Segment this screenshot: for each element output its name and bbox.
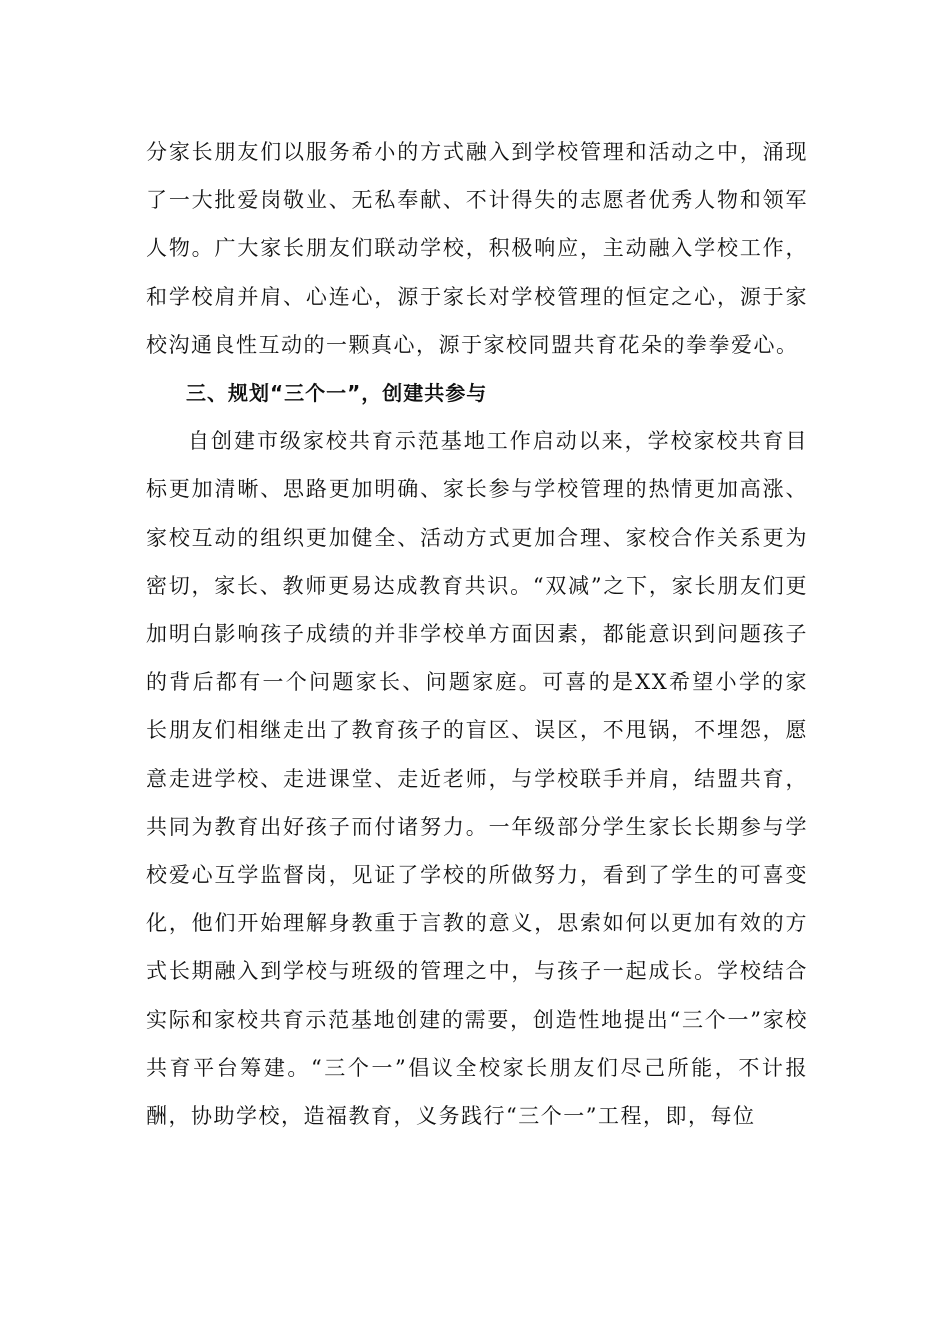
paragraph-section-three: 自创建市级家校共育示范基地工作启动以来，学校家校共育目标更加清晰、思路更加明确、家长参与学校管理的热情更加高涨、家校互动的组织更加健全、活动方式更加合理、家校合作关系更为密切，家长、教师更易达成教育共识。“双减”之下，家长朋友们更加明白影响孩子成绩的并非学校单方面因素，都能意识到问题孩子的背后都有一个问题家长、问题家庭。可喜的是XX希望小学的家长朋友们相继走出了教育孩子的盲区、误区，不甩锅，不埋怨，愿意走进学校、走进课堂、走近老师，与学校联手并肩，结盟共育，共同为教育出好孩子而付诸努力。一年级部分学生家长长期参与学校爱心互学监督岗，见证了学校的所做努力，看到了学生的可喜变化，他们开始理解身教重于言教的意义，思索如何以更加有效的方式长期融入到学校与班级的管理之中，与孩子一起成长。学校结合实际和家校共育示范基地创建的需要，创造性地提出“三个一”家校共育平台筹建。“三个一”倡议全校家长朋友们尽己所能，不计报酬，协助学校，造福教育，义务践行“三个一”工程，即，每位 [146,429,808,1129]
paragraph-intro: 分家长朋友们以服务希小的方式融入到学校管理和活动之中，涌现了一大批爱岗敬业、无私奉献、不计得失的志愿者优秀人物和领军人物。广大家长朋友们联动学校，积极响应，主动融入学校工作，和学校肩并肩、心连心，源于家长对学校管理的恒定之心，源于家校沟通良性互动的一颗真心，源于家校同盟共育花朵的拳拳爱心。 [146,140,808,357]
section-heading: 三、规划“三个一”，创建共参与 [186,381,488,406]
document-body [146,128,808,1140]
